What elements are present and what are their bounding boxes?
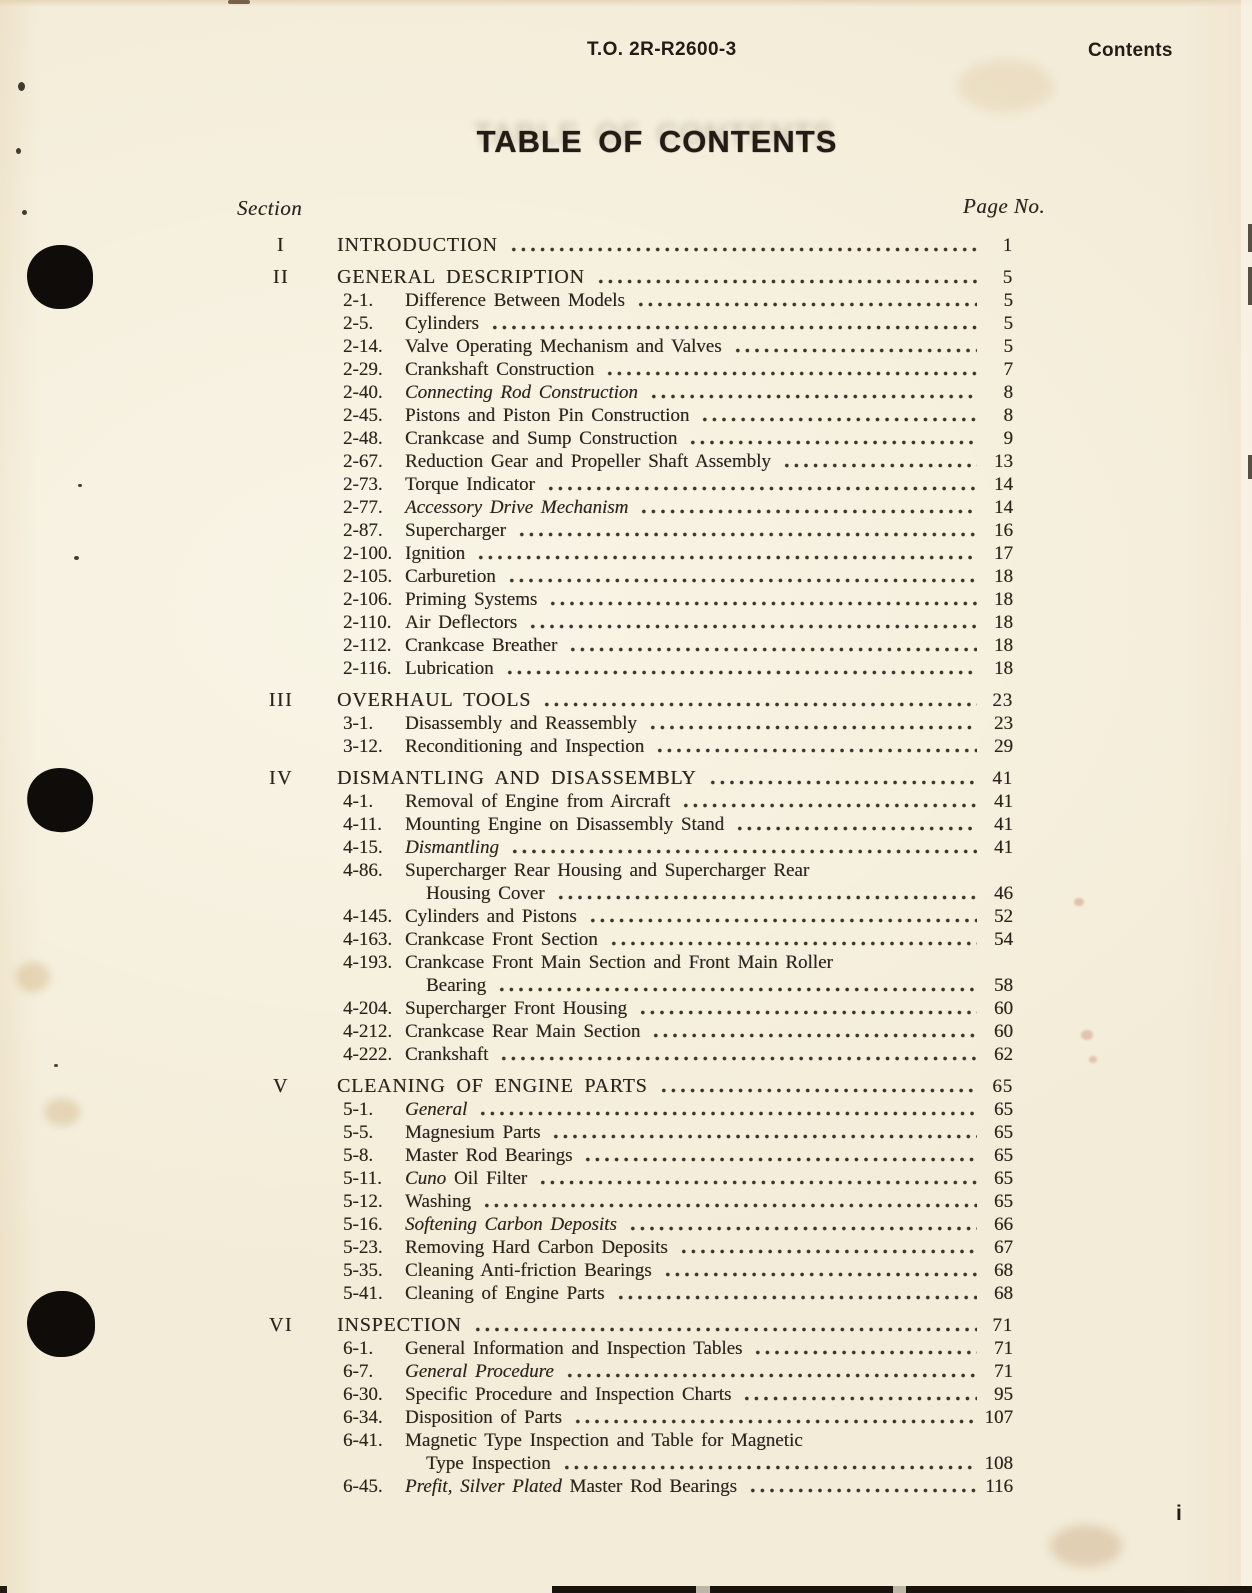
dot-leader <box>503 657 977 680</box>
entry-number: 5-23. <box>343 1237 383 1258</box>
dot-leader <box>540 689 977 712</box>
entry-title: Supercharger Front Housing <box>405 998 628 1019</box>
toc-entry-row <box>270 735 1013 758</box>
entry-number: 2-73. <box>343 474 383 495</box>
scan-edge-mark <box>1248 267 1252 305</box>
dot-leader <box>566 634 977 657</box>
toc-section <box>270 1314 1013 1498</box>
page-number: 65 <box>994 1099 1013 1120</box>
ink-speck <box>22 210 27 215</box>
entry-title: Valve Operating Mechanism and Valves <box>405 336 722 357</box>
entry-number: 2-106. <box>343 589 393 610</box>
page-number: 23 <box>994 713 1013 734</box>
toc-entry-row <box>270 1282 1013 1305</box>
entry-number: 6-45. <box>343 1476 383 1497</box>
entry-title: Crankcase Front Section <box>405 929 598 950</box>
dot-leader <box>614 1282 978 1305</box>
page-number: 116 <box>985 1476 1013 1497</box>
entry-title: Difference Between Models <box>405 290 625 311</box>
ink-speck <box>74 556 79 560</box>
toc-entry-row <box>270 1098 1013 1121</box>
toc-section-head-row <box>270 234 1013 257</box>
dot-leader <box>706 767 977 790</box>
dot-leader <box>594 266 977 289</box>
page-number: 18 <box>994 612 1013 633</box>
page-number: 66 <box>994 1214 1013 1235</box>
paper-stain <box>16 962 50 992</box>
toc-entry-row <box>270 1360 1013 1383</box>
doc-number: T.O. 2R-R2600-3 <box>587 39 737 60</box>
entry-number: 4-193. <box>343 952 393 973</box>
entry-number: 4-163. <box>343 929 393 950</box>
page-number: 1 <box>1002 235 1013 256</box>
toc-section-head-row <box>270 1314 1013 1337</box>
dot-leader <box>497 1043 977 1066</box>
entry-number: 2-100. <box>343 543 393 564</box>
entry-title: Crankshaft Construction <box>405 359 595 380</box>
dot-leader <box>586 905 977 928</box>
page-number: 71 <box>992 1315 1013 1336</box>
section-title: OVERHAUL TOOLS <box>337 689 532 711</box>
dot-leader <box>581 1144 977 1167</box>
page-number-column-label: Page No. <box>963 194 1046 218</box>
toc-entry-row <box>270 289 1013 312</box>
dot-leader <box>515 519 977 542</box>
entry-title: Crankcase Breather <box>405 635 558 656</box>
toc <box>270 234 1013 1498</box>
entry-number: 2-14. <box>343 336 383 357</box>
entry-number: 4-11. <box>343 814 382 835</box>
entry-title: Magnesium Parts <box>405 1122 541 1143</box>
entry-title: Magnetic Type Inspection and Table for Magnetic <box>405 1430 803 1451</box>
page-number: 60 <box>994 1021 1013 1042</box>
toc-section <box>270 767 1013 1066</box>
entry-number: 6-34. <box>343 1407 383 1428</box>
ink-speck <box>54 1064 58 1067</box>
dot-leader <box>677 1236 977 1259</box>
entry-number: 6-1. <box>343 1338 374 1359</box>
paper-speck <box>1074 898 1084 906</box>
dot-leader <box>607 928 977 951</box>
entry-title: Crankcase and Sump Construction <box>405 428 678 449</box>
page-number: 7 <box>1003 359 1013 380</box>
page-number: 68 <box>994 1283 1013 1304</box>
ink-speck <box>78 484 82 487</box>
page-number: 5 <box>1003 336 1013 357</box>
toc-entry-row <box>270 496 1013 519</box>
dot-leader <box>476 1098 977 1121</box>
paper-stain <box>958 60 1053 112</box>
entry-title: Crankshaft <box>405 1044 489 1065</box>
section-numeral: VI <box>268 1314 294 1336</box>
toc-entry-row <box>270 836 1013 859</box>
dot-leader <box>560 1452 977 1475</box>
page-number: 65 <box>992 1076 1013 1097</box>
dot-leader <box>686 427 977 450</box>
page-number: 71 <box>994 1338 1013 1359</box>
entry-title: Accessory Drive Mechanism <box>405 497 629 518</box>
entry-number: 2-29. <box>343 359 383 380</box>
toc-entry-row <box>270 1259 1013 1282</box>
entry-number: 4-222. <box>343 1044 393 1065</box>
toc-entry-row <box>270 312 1013 335</box>
section-title: INTRODUCTION <box>337 234 498 256</box>
entry-number: 3-12. <box>343 736 383 757</box>
toc-entry-row <box>270 1121 1013 1144</box>
hole-punch <box>27 245 93 309</box>
dot-leader <box>780 450 977 473</box>
page-number: 65 <box>994 1122 1013 1143</box>
dot-leader <box>480 1190 977 1213</box>
entry-title: Softening Carbon Deposits <box>405 1214 617 1235</box>
entry-title <box>405 1475 737 1498</box>
toc-entry-row <box>270 1167 1013 1190</box>
dot-leader <box>526 611 977 634</box>
hole-punch <box>23 764 97 837</box>
entry-number: 2-105. <box>343 566 393 587</box>
scan-edge-mark <box>1248 224 1252 252</box>
section-numeral: IV <box>268 767 294 789</box>
entry-title-em: Cuno <box>405 1168 447 1189</box>
toc-entry-row <box>270 588 1013 611</box>
toc-entry-row <box>270 335 1013 358</box>
page-number: 41 <box>994 791 1013 812</box>
entry-title <box>405 1167 527 1190</box>
page-number: 60 <box>994 998 1013 1019</box>
dot-leader <box>563 1360 977 1383</box>
entry-number: 6-30. <box>343 1384 383 1405</box>
dot-leader <box>536 1167 977 1190</box>
entry-title: Cleaning of Engine Parts <box>405 1283 605 1304</box>
entry-number: 4-15. <box>343 837 383 858</box>
paper-speck <box>1089 1056 1097 1063</box>
toc-entry-row <box>270 1337 1013 1360</box>
entry-title: Washing <box>405 1191 472 1212</box>
scan-bottom-edge <box>0 1586 1252 1593</box>
entry-number: 5-35. <box>343 1260 383 1281</box>
dot-leader <box>649 1020 977 1043</box>
dot-leader <box>626 1213 977 1236</box>
entry-title: Crankcase Front Main Section and Front Main Roller <box>405 952 833 973</box>
toc-entry-row <box>270 1043 1013 1066</box>
dot-leader <box>661 1259 977 1282</box>
folio-page-number: i <box>1176 1502 1182 1525</box>
dot-leader <box>507 234 977 257</box>
toc-entry-row <box>270 1144 1013 1167</box>
toc-entry-row <box>270 611 1013 634</box>
entry-continuation-title: Type Inspection <box>426 1453 551 1474</box>
page-number: 62 <box>994 1044 1013 1065</box>
entry-continuation-title: Housing Cover <box>426 883 545 904</box>
entry-number: 4-86. <box>343 860 383 881</box>
entry-number: 5-1. <box>343 1099 374 1120</box>
entry-title: Master Rod Bearings <box>405 1145 573 1166</box>
toc-entry-row <box>270 1020 1013 1043</box>
entry-number: 2-1. <box>343 290 374 311</box>
page-number: 16 <box>994 520 1013 541</box>
page-number: 17 <box>994 543 1013 564</box>
dot-leader <box>603 358 977 381</box>
page-number: 65 <box>994 1168 1013 1189</box>
entry-number: 3-1. <box>343 713 374 734</box>
entry-title-em: Prefit, Silver Plated <box>405 1476 562 1497</box>
page-number: 8 <box>1003 405 1013 426</box>
paper-stain <box>44 1098 80 1126</box>
toc-entry-row <box>270 542 1013 565</box>
dot-leader <box>505 565 977 588</box>
entry-number: 5-41. <box>343 1283 383 1304</box>
entry-title: General Procedure <box>405 1361 554 1382</box>
ink-speck <box>18 82 25 91</box>
toc-section-head-row <box>270 1075 1013 1098</box>
entry-title-rest: Oil Filter <box>446 1168 528 1189</box>
dot-leader <box>733 813 977 836</box>
entry-number: 6-41. <box>343 1430 383 1451</box>
entry-title: Reconditioning and Inspection <box>405 736 645 757</box>
contents-corner-label: Contents <box>1088 40 1173 61</box>
entry-number: 5-12. <box>343 1191 383 1212</box>
entry-title: Cylinders <box>405 313 479 334</box>
toc-section <box>270 1075 1013 1305</box>
toc-entry-row <box>270 813 1013 836</box>
page-number: 18 <box>994 589 1013 610</box>
entry-title: Mounting Engine on Disassembly Stand <box>405 814 725 835</box>
entry-title: Supercharger <box>405 520 506 541</box>
toc-entry-row <box>270 565 1013 588</box>
dot-leader <box>746 1475 977 1498</box>
toc-entry-row <box>270 712 1013 735</box>
dot-leader <box>637 496 977 519</box>
entry-title: Priming Systems <box>405 589 538 610</box>
dot-leader <box>751 1337 977 1360</box>
entry-number: 2-45. <box>343 405 383 426</box>
toc-entry-row <box>270 928 1013 951</box>
toc-entry-continuation-row <box>270 974 1013 997</box>
toc-entry-row <box>270 859 1013 882</box>
page-number: 108 <box>984 1453 1013 1474</box>
entry-title: General <box>405 1099 468 1120</box>
section-numeral: II <box>272 266 290 288</box>
toc-section-head-row <box>270 266 1013 289</box>
page-number: 41 <box>994 837 1013 858</box>
entry-number: 4-204. <box>343 998 393 1019</box>
entry-title: Cylinders and Pistons <box>405 906 577 927</box>
entry-number: 5-11. <box>343 1168 382 1189</box>
entry-number: 5-8. <box>343 1145 374 1166</box>
entry-number: 4-212. <box>343 1021 393 1042</box>
entry-number: 2-67. <box>343 451 383 472</box>
dot-leader <box>488 312 977 335</box>
entry-number: 2-77. <box>343 497 383 518</box>
entry-number: 2-87. <box>343 520 383 541</box>
dot-leader <box>554 882 977 905</box>
toc-entry-row <box>270 790 1013 813</box>
toc-entry-row <box>270 427 1013 450</box>
dot-leader <box>549 1121 977 1144</box>
toc-entry-row <box>270 997 1013 1020</box>
toc-entry-continuation-row <box>270 882 1013 905</box>
page-number: 41 <box>994 814 1013 835</box>
toc-entry-row <box>270 951 1013 974</box>
dot-leader <box>474 542 977 565</box>
dot-leader <box>698 404 977 427</box>
entry-title: Cleaning Anti-friction Bearings <box>405 1260 652 1281</box>
page-number: 5 <box>1003 290 1013 311</box>
entry-number: 4-1. <box>343 791 374 812</box>
toc-entry-row <box>270 381 1013 404</box>
page-number: 46 <box>994 883 1013 904</box>
dot-leader <box>571 1406 977 1429</box>
entry-title: Specific Procedure and Inspection Charts <box>405 1384 732 1405</box>
hole-punch <box>27 1291 95 1357</box>
section-title: INSPECTION <box>337 1314 462 1336</box>
page-number: 67 <box>994 1237 1013 1258</box>
section-numeral: V <box>273 1075 289 1097</box>
scan-edge-mark <box>1248 455 1252 479</box>
entry-title: Carburetion <box>405 566 496 587</box>
page-number: 18 <box>994 566 1013 587</box>
toc-entry-row <box>270 358 1013 381</box>
page-number: 65 <box>994 1191 1013 1212</box>
toc-entry-row <box>270 905 1013 928</box>
dot-leader <box>646 712 977 735</box>
ink-speck <box>16 148 21 154</box>
toc-entry-row <box>270 473 1013 496</box>
entry-number: 2-40. <box>343 382 383 403</box>
entry-title: Torque Indicator <box>405 474 535 495</box>
entry-number: 2-112. <box>343 635 392 656</box>
toc-entry-continuation-row <box>270 1452 1013 1475</box>
dot-leader <box>657 1075 977 1098</box>
toc-entry-row <box>270 450 1013 473</box>
entry-number: 4-145. <box>343 906 393 927</box>
entry-title: Air Deflectors <box>405 612 518 633</box>
page-number: 14 <box>994 497 1013 518</box>
section-column-label: Section <box>237 196 303 220</box>
entry-title-rest: Master Rod Bearings <box>561 1476 737 1497</box>
paper-stain <box>1050 1525 1122 1567</box>
entry-number: 2-116. <box>343 658 392 679</box>
dot-leader <box>653 735 977 758</box>
dot-leader <box>731 335 977 358</box>
entry-title: Removal of Engine from Aircraft <box>405 791 671 812</box>
page-number: 58 <box>994 975 1013 996</box>
page-number: 5 <box>1003 313 1013 334</box>
toc-entry-row <box>270 1213 1013 1236</box>
toc-entry-row <box>270 1236 1013 1259</box>
toc-section <box>270 266 1013 680</box>
entry-number: 6-7. <box>343 1361 374 1382</box>
entry-number: 2-5. <box>343 313 374 334</box>
toc-entry-row <box>270 1429 1013 1452</box>
page-number: 13 <box>994 451 1013 472</box>
page-number: 41 <box>992 768 1013 789</box>
entry-title: Supercharger Rear Housing and Supercharger Rear <box>405 860 810 881</box>
page-number: 14 <box>994 474 1013 495</box>
section-title: CLEANING OF ENGINE PARTS <box>337 1075 648 1097</box>
toc-section <box>270 234 1013 257</box>
dot-leader <box>636 997 977 1020</box>
dot-leader <box>679 790 977 813</box>
dot-leader <box>544 473 977 496</box>
entry-title: General Information and Inspection Tables <box>405 1338 743 1359</box>
entry-title: Ignition <box>405 543 466 564</box>
toc-entry-row <box>270 1475 1013 1498</box>
section-title: DISMANTLING AND DISASSEMBLY <box>337 767 697 789</box>
page-number: 29 <box>994 736 1013 757</box>
page-number: 8 <box>1003 382 1013 403</box>
page-number: 65 <box>994 1145 1013 1166</box>
page-number: 23 <box>992 690 1013 711</box>
dot-leader <box>471 1314 977 1337</box>
toc-entry-row <box>270 634 1013 657</box>
page-number: 5 <box>1002 267 1013 288</box>
dot-leader <box>495 974 977 997</box>
toc-entry-row <box>270 1190 1013 1213</box>
toc-section-head-row <box>270 689 1013 712</box>
entry-title: Connecting Rod Construction <box>405 382 638 403</box>
entry-number: 2-110. <box>343 612 392 633</box>
section-title: GENERAL DESCRIPTION <box>337 266 585 288</box>
page-title: TABLE OF CONTENTS <box>476 124 838 159</box>
toc-entry-row <box>270 657 1013 680</box>
toc-section-head-row <box>270 767 1013 790</box>
toc-section <box>270 689 1013 758</box>
paper-speck <box>1081 1030 1093 1040</box>
dot-leader <box>740 1383 977 1406</box>
entry-title: Disassembly and Reassembly <box>405 713 637 734</box>
entry-number: 5-5. <box>343 1122 374 1143</box>
entry-title: Crankcase Rear Main Section <box>405 1021 641 1042</box>
page-number: 71 <box>994 1361 1013 1382</box>
entry-title: Dismantling <box>405 837 499 858</box>
entry-title: Disposition of Parts <box>405 1407 562 1428</box>
toc-entry-row <box>270 1383 1013 1406</box>
dot-leader <box>508 836 977 859</box>
scan-edge-mark <box>228 0 250 4</box>
page-number: 52 <box>994 906 1013 927</box>
entry-continuation-title: Bearing <box>426 975 487 996</box>
entry-title: Lubrication <box>405 658 494 679</box>
section-numeral: III <box>268 689 294 711</box>
page-number: 18 <box>994 635 1013 656</box>
page-number: 9 <box>1003 428 1013 449</box>
page-number: 68 <box>994 1260 1013 1281</box>
toc-entry-row <box>270 404 1013 427</box>
dot-leader <box>634 289 977 312</box>
dot-leader <box>647 381 977 404</box>
section-numeral: I <box>276 234 286 256</box>
toc-entry-row <box>270 519 1013 542</box>
page-number: 18 <box>994 658 1013 679</box>
dot-leader <box>546 588 977 611</box>
entry-title: Reduction Gear and Propeller Shaft Assembly <box>405 451 771 472</box>
toc-entry-row <box>270 1406 1013 1429</box>
entry-title: Pistons and Piston Pin Construction <box>405 405 690 426</box>
entry-number: 5-16. <box>343 1214 383 1235</box>
page-number: 54 <box>994 929 1013 950</box>
page-number: 107 <box>984 1407 1013 1428</box>
page-number: 95 <box>994 1384 1013 1405</box>
entry-title: Removing Hard Carbon Deposits <box>405 1237 668 1258</box>
entry-number: 2-48. <box>343 428 383 449</box>
